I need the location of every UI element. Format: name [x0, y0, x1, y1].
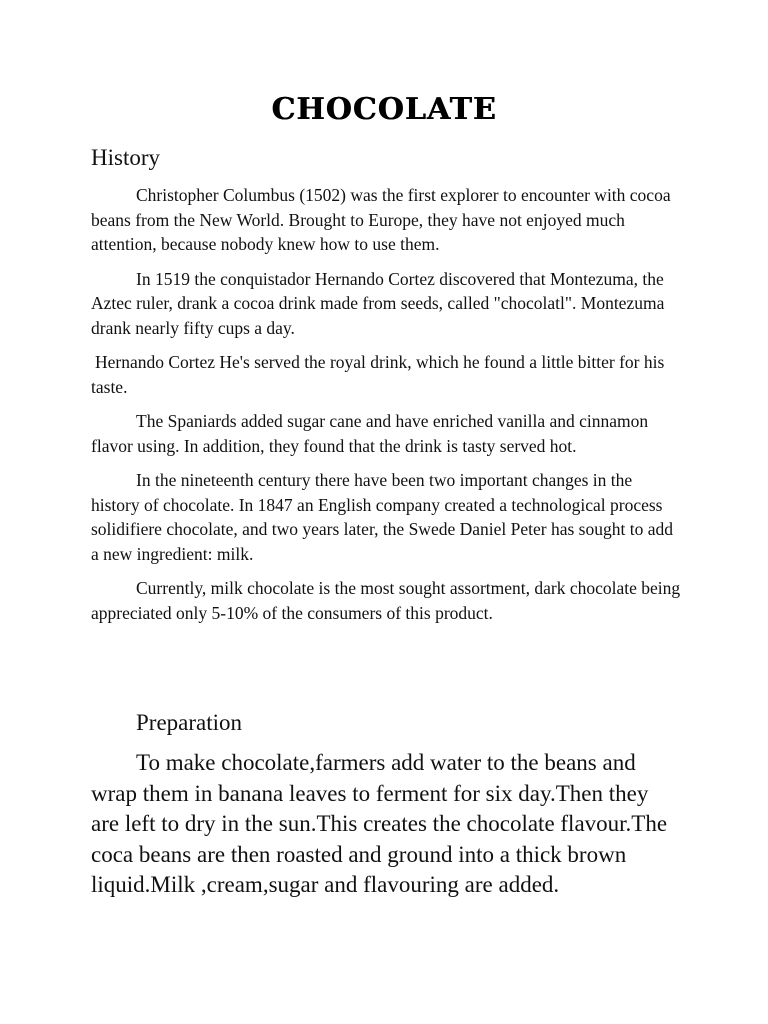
history-paragraph: Christopher Columbus (1502) was the first explorer to encounter with cocoa beans from the New World. Brought to Europe, they have not enjoyed much attention, because nobody knew how to use them.: [91, 185, 671, 254]
history-paragraph: In 1519 the conquistador Hernando Cortez discovered that Montezuma, the Aztec ruler, drank a cocoa drink made from seeds, called "chocolatl". Montezuma drank nearly fifty cups a day.: [91, 268, 665, 338]
preparation-heading: Preparation: [136, 710, 243, 735]
document-title: CHOCOLATE: [271, 92, 497, 127]
preparation-paragraph: To make chocolate,farmers add water to the beans and wrap them in banana leaves to ferment for six day.Then they are left to dry in the sun.This creates the chocolate flavour.The coca beans are then roasted and ground into a thick brown liquid.Milk ,cream,sugar and flavouring are added.: [91, 750, 668, 897]
history-paragraph: Currently, milk chocolate is the most sought assortment, dark chocolate being appreciated only 5-10% of the consumers of this product.: [91, 578, 681, 623]
history-heading: History: [91, 145, 160, 170]
history-section: [91, 183, 681, 635]
preparation-section: [91, 748, 681, 901]
history-paragraph: In the nineteenth century there have been two important changes in the history of chocolate. In 1847 an English company created a technological process solidifiere chocolate, and two years later, the Swede Daniel Peter has sought to add a new ingredient: milk.: [91, 470, 673, 564]
history-paragraph: The Spaniards added sugar cane and have enriched vanilla and cinnamon flavor using. In addition, they found that the drink is tasty served hot.: [91, 411, 649, 456]
history-paragraph: Hernando Cortez He's served the royal drink, which he found a little bitter for his taste.: [91, 352, 665, 397]
